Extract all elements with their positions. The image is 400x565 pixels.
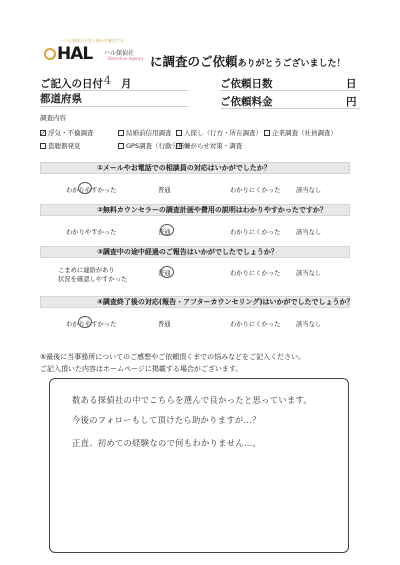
selection-circle-icon bbox=[78, 316, 92, 328]
survey-type-option-label: 浮気・不倫調査 bbox=[48, 129, 94, 137]
question-3-option[interactable]: 該当なし bbox=[296, 270, 322, 277]
comment-line: 数ある探偵社の中でこちらを選んで良かったと思っています。 bbox=[72, 395, 313, 405]
survey-type-checkbox[interactable] bbox=[40, 128, 94, 137]
prefecture-label: 都道府県 bbox=[40, 93, 82, 105]
survey-type-option-label: GPS調査（行動分析） bbox=[126, 142, 192, 150]
fee-unit: 円 bbox=[346, 96, 357, 108]
logo-subtitle: ハル探偵社 bbox=[104, 50, 135, 57]
logo-subtitle-en: Detective Agency bbox=[108, 56, 144, 61]
survey-type-label: 調査内容 bbox=[40, 114, 66, 122]
month-label: 月 bbox=[121, 78, 132, 90]
divider bbox=[220, 90, 360, 91]
survey-type-option-label: 企業調査（社員調査） bbox=[272, 129, 337, 137]
question-3-option[interactable]: こまめに連絡があり 状況を確認しやすかった bbox=[58, 267, 128, 283]
question-3-option[interactable]: わかりにくかった bbox=[230, 270, 281, 277]
question-1-option[interactable]: わかりにくかった bbox=[230, 187, 281, 194]
survey-type-option-label: 結婚前信用調査 bbox=[126, 129, 172, 137]
selection-circle-icon bbox=[78, 182, 92, 194]
survey-type-checkbox[interactable] bbox=[176, 141, 242, 150]
question-2-option[interactable]: 該当なし bbox=[296, 229, 322, 236]
question-4-option[interactable]: わかりにくかった bbox=[230, 321, 281, 328]
divider bbox=[220, 108, 360, 109]
date-label: ご記入の日付 bbox=[40, 78, 103, 90]
checkbox-icon bbox=[176, 130, 182, 136]
q5-note: ご記入頂いた内容はホームページに掲載する場合がございます。 bbox=[40, 365, 243, 373]
question-4-option[interactable]: 普通 bbox=[158, 321, 171, 328]
comment-line: 今後のフォローもして頂けたら助かりますが…？ bbox=[72, 415, 261, 425]
question-2-option[interactable]: わかりやすかった bbox=[66, 229, 117, 236]
survey-type-option-label: 人探し（行方・所在調査） bbox=[184, 129, 262, 137]
checkbox-icon bbox=[118, 143, 124, 149]
question-2-option[interactable]: 普通 bbox=[158, 229, 171, 236]
days-unit: 日 bbox=[346, 78, 357, 90]
days-label: ご依頼日数 bbox=[220, 78, 273, 90]
survey-type-checkbox[interactable] bbox=[264, 128, 337, 137]
question-4-option[interactable]: 該当なし bbox=[296, 321, 322, 328]
question-3-option[interactable]: 普通 bbox=[158, 270, 171, 277]
comment-box bbox=[49, 378, 349, 553]
logo-ring-icon bbox=[44, 48, 56, 60]
date-value: 4 bbox=[104, 74, 111, 87]
checkbox-icon bbox=[176, 143, 182, 149]
question-2-option[interactable]: わかりにくかった bbox=[230, 229, 281, 236]
question-4-header: ④調査終了後の対応(報告・アフターカウンセリング)はいかがでしたでしょうか？ bbox=[40, 296, 350, 308]
question-1-header: ①メールやお電話での相談員の対応はいかがでしたか？ bbox=[40, 162, 350, 174]
selection-circle-icon bbox=[160, 266, 174, 278]
survey-type-checkbox[interactable] bbox=[40, 141, 81, 150]
question-1-option[interactable]: 該当なし bbox=[296, 187, 322, 194]
question-1-option[interactable]: 普通 bbox=[158, 187, 171, 194]
question-4-option[interactable]: わかりやすかった bbox=[66, 321, 117, 328]
question-1-option[interactable]: わかりやすかった bbox=[66, 187, 117, 194]
checkbox-icon bbox=[118, 130, 124, 136]
survey-type-checkbox[interactable] bbox=[176, 128, 262, 137]
selection-circle-icon bbox=[160, 224, 174, 236]
checkbox-icon bbox=[264, 130, 270, 136]
question-2-header: ②無料カウンセラーの調査計画や費用の説明はわかりやすかったですか？ bbox=[40, 204, 350, 216]
divider bbox=[40, 106, 188, 107]
survey-type-option-label: 盗聴器発見 bbox=[48, 142, 81, 150]
logo-tagline: いつも皆様の不安と悩みを解決する bbox=[60, 38, 124, 43]
survey-type-checkbox[interactable] bbox=[118, 128, 172, 137]
comment-line: 正直、初めての経験なので何もわかりません…。 bbox=[72, 438, 262, 448]
logo: HAL bbox=[44, 44, 92, 64]
survey-type-option-label: 嫌がらせ対策・調査 bbox=[184, 142, 243, 150]
page-title: に調査のご依頼ありがとうございました！ bbox=[150, 54, 346, 69]
fee-label: ご依頼料金 bbox=[220, 96, 273, 108]
question-3-header: ③調査中の途中経過のご報告はいかがでしたでしょうか？ bbox=[40, 246, 350, 258]
checked-box-icon bbox=[40, 130, 46, 136]
q5-prompt: ⑤最後に当事務所についてのご感想やご依頼頂くまでの悩みなどをご記入ください。 bbox=[40, 353, 306, 361]
checkbox-icon bbox=[40, 143, 46, 149]
